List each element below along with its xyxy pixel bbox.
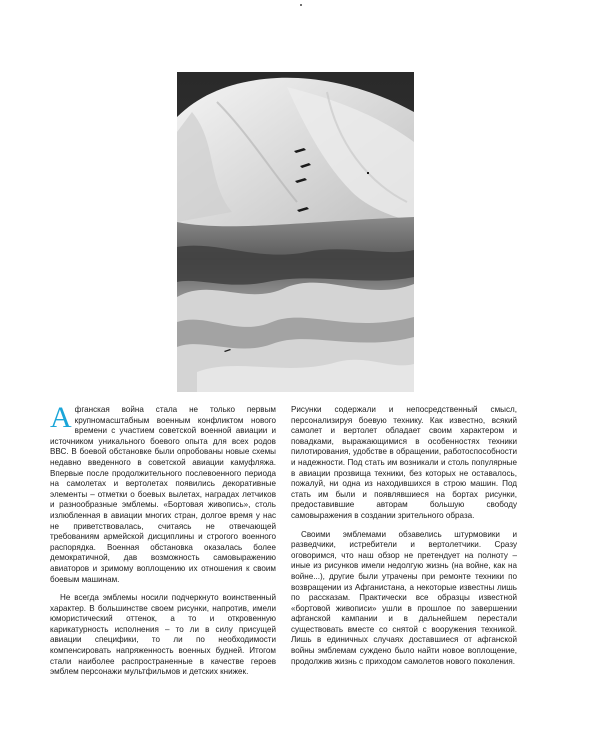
mountain-aircraft-photo [177, 72, 414, 392]
article-paragraph-3: Рисунки содержали и непосредственный смысл, персонализируя боевую технику. Как известно, всякий самолет и вертолет обладает своим характером и повадками, выражающимися в особенностях техники пилотирования, удобстве в обращении, работоспособности и надежности. Под стать им возникали и столь популярные в авиации прозвища техники, без которых не оставалось, пожалуй, ни одна из находившихся в строю машин. Под стать им были и появлявшиеся на бортах рисунки, предоставившие авторам большую свободу самовыражения в создании зрительного образа. [291, 405, 517, 520]
article-paragraph-4: Своими эмблемами обзавелись штурмовики и разведчики, истребители и вертолетчики. Сразу оговоримся, что наш обзор не претендует на полноту – иные из рисунков имели недолгую жизнь (на войне, как на войне...), другие были утрачены при ремонте техники по возвращении из Афганистана, а некоторые известны лишь по рассказам. Практически все образцы известной «бортовой живописи» ушли в прошлое по завершении афганской кампании и в дальнейшем перестали существовать вместе со снятой с вооружения техникой. Лишь в единичных случаях доставшиеся от афганской войны эмблемам суждено было найти новое воплощение, продолжив жизнь с приходом самолетов нового поколения. [291, 529, 517, 666]
article-paragraph-1 [50, 401, 276, 585]
photo-drawing [177, 72, 414, 392]
page-mark [300, 4, 302, 6]
article-right-column [291, 405, 517, 667]
article-paragraph-2: Не всегда эмблемы носили подчеркнуто воинственный характер. В большинстве своем рисунки, напротив, имели юмористический оттенок, а то и откровенную карикатурность исполнения – то ли в силу присущей авиации специфики, то ли по необходимости компенсировать напряженность военных будней. Итогом стали наиболее распространенные в качестве героев эмблем персонажи мультфильмов и детских книжек. [50, 593, 276, 677]
article-left-column [50, 401, 276, 678]
paragraph-text: фганская война стала не только первым крупномасштабным военным конфликтом нового времени с участием советской военной авиации и источником уникального боевого опыта для всех родов ВВС. В боевой обстановке были опробованы новые схемы недавно введенного в советской авиации камуфляжа. Впервые после продолжительного послевоенного периода на самолетах и вертолетах появились декоративные элементы – отметки о боевых вылетах, наградах летчиков и разнообразные эмблемы. «Бортовая живопись», столь излюбленная в авиации многих стран, долгое время у нас не приветствовалась, считаясь не отвечающей требованиям армейской дисциплины и строгого военного распорядка. Военная обстановка оказалась более демократичной, дав возможность самовыражению авиаторов и зримому воплощению их отношения к своим боевым машинам. [50, 405, 276, 584]
drop-cap: А [50, 401, 72, 434]
